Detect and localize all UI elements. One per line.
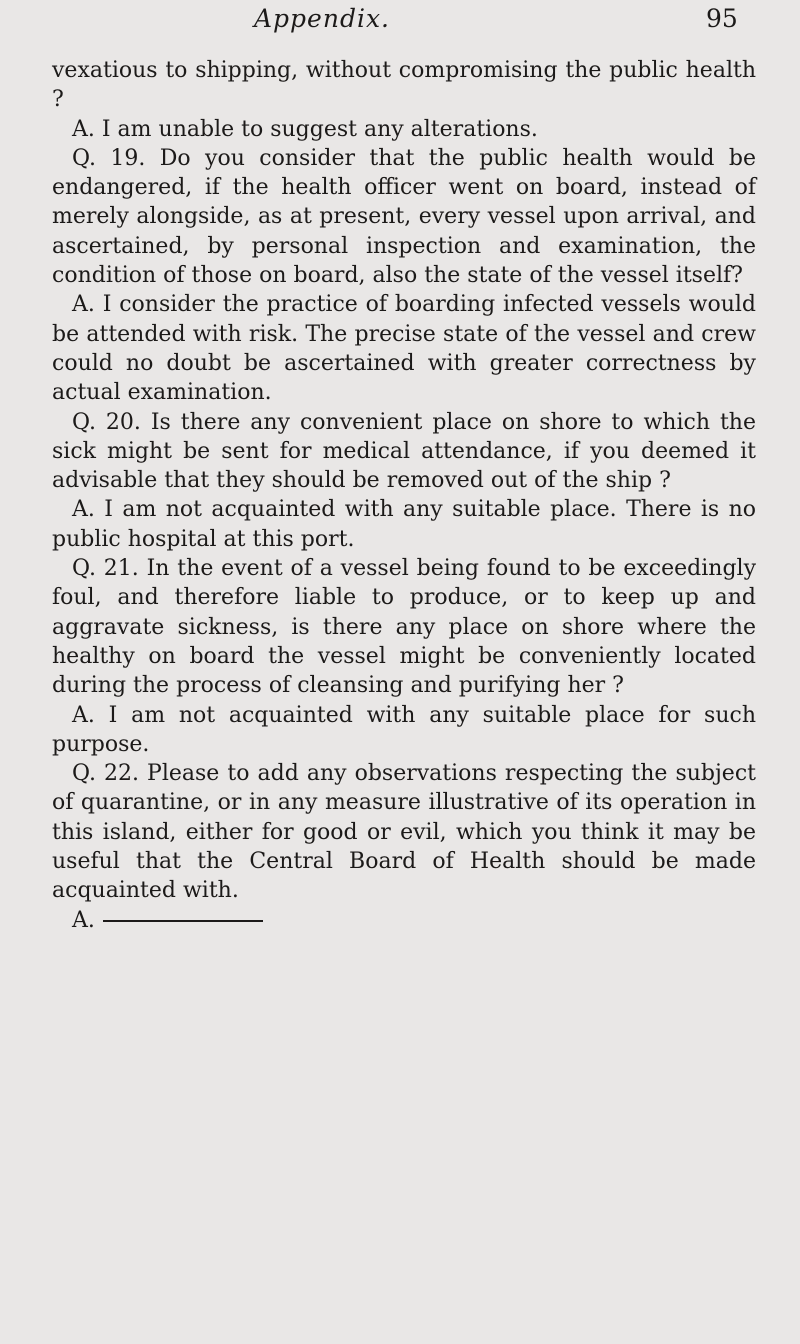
question-22: Q. 22. Please to add any observations respecting the subject of quarantine, or in any measure illustrative of its operation in this island, either for good or evil, which you think it may be useful that the Central Board of Health should be made acquainted with. [52, 761, 756, 904]
running-title: Appendix. [254, 4, 391, 33]
answer-20: A. I am not acquainted with any suitable place. There is no public hospital at this port. [52, 497, 756, 552]
page-number: 95 [706, 4, 738, 33]
answer-18: A. I am unable to suggest any alterations. [72, 116, 538, 142]
question-19: Q. 19. Do you consider that the public health would be endangered, if the health officer went on board, instead of merely alongside, as at present, every vessel upon arrival, and ascertained, by personal inspection and examination, the condition of those on board, also the state of the vessel itself? [52, 145, 756, 289]
answer-22-line [52, 906, 756, 935]
question-21: Q. 21. In the event of a vessel being found to be exceedingly foul, and therefore liable to produce, or to keep up and aggravate sickness, is there any place on shore where the healthy on board the vessel might be conveniently located during the process of cleansing and purifying her ? [52, 556, 756, 699]
answer-21: A. I am not acquainted with any suitable place for such purpose. [52, 702, 756, 757]
question-20: Q. 20. Is there any convenient place on shore to which the sick might be sent for medical attendance, if you deemed it advisable that they should be removed out of the ship ? [52, 409, 756, 494]
blank-answer-rule [103, 920, 263, 922]
paragraph-continuation: vexatious to shipping, without compromising the public health ? [52, 58, 756, 113]
answer-19: A. I consider the practice of boarding infected vessels would be attended with risk. The precise state of the vessel and crew could no doubt be ascertained with greater correctness by actual examination. [52, 292, 756, 406]
answer-22-label: A. [72, 907, 95, 933]
body-text [52, 56, 756, 935]
